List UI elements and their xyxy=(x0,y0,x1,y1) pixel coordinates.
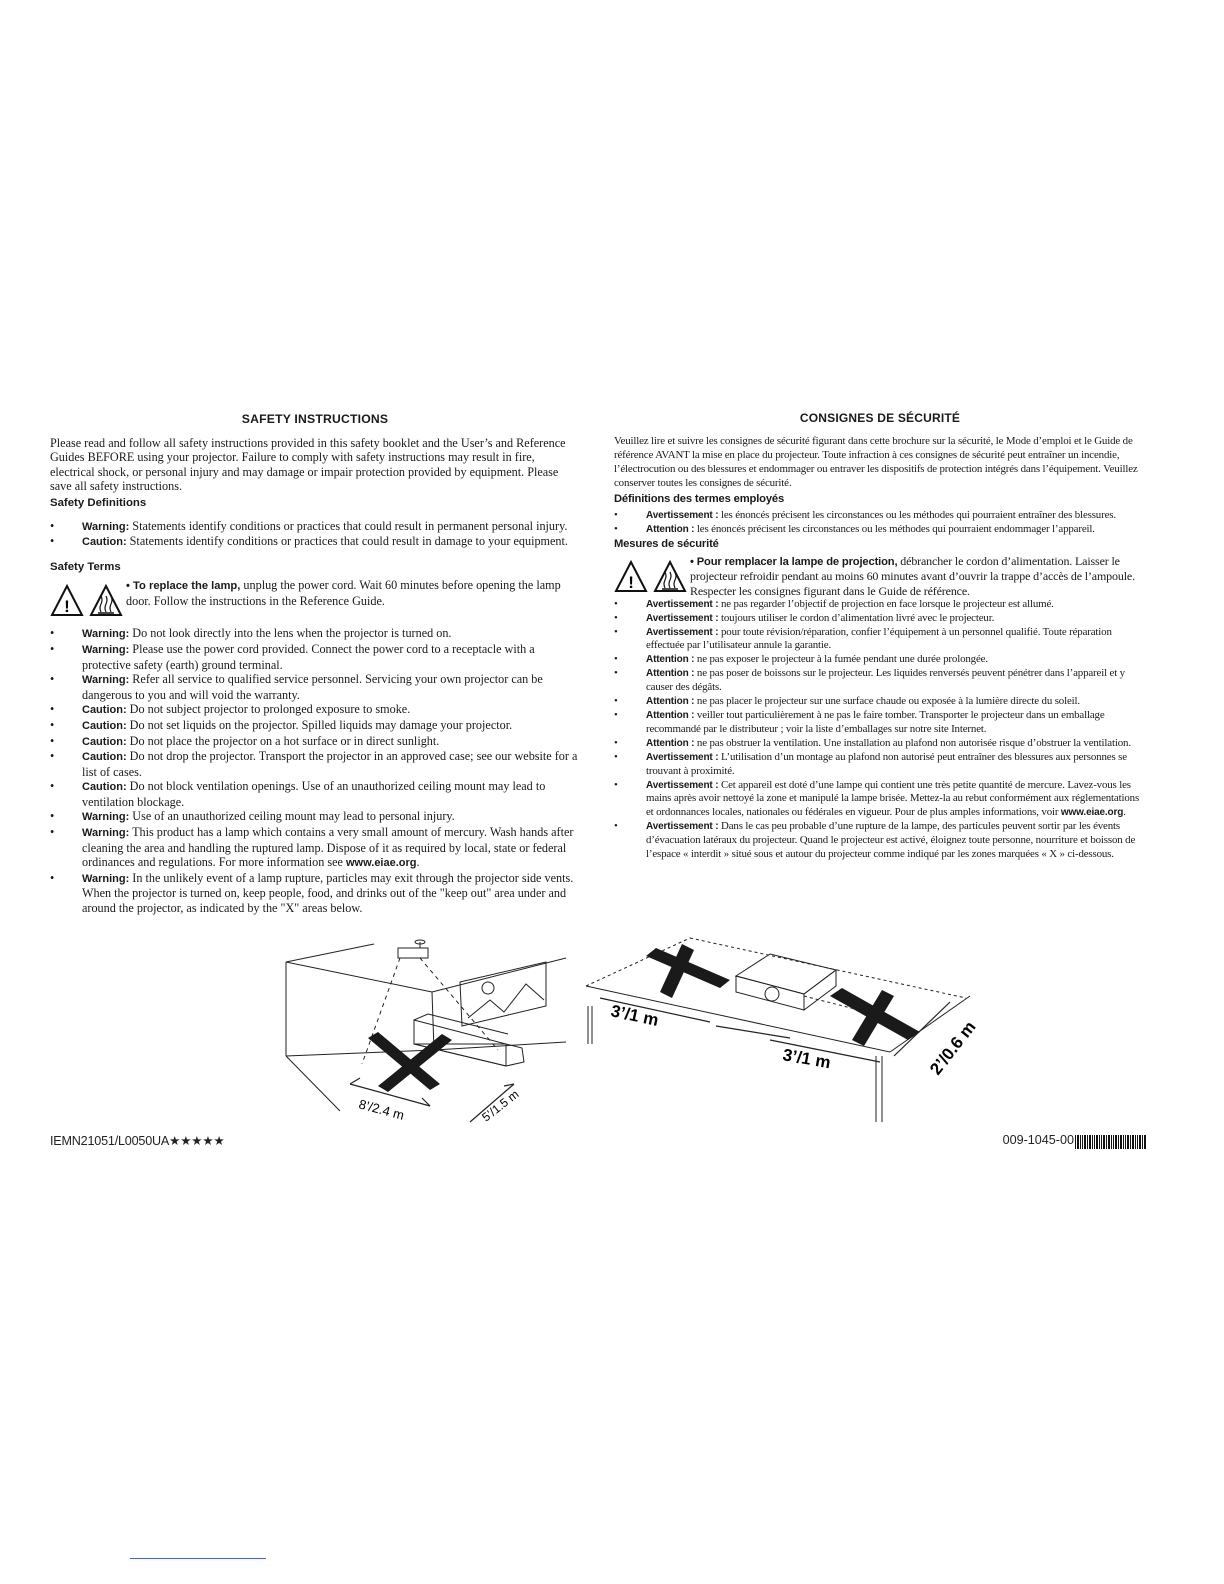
item-text: Do not block ventilation openings. Use of an unauthorized ceiling mount may lead to ventilation blockage. xyxy=(82,779,546,809)
keep-out-diagrams xyxy=(270,936,1030,1126)
list-item xyxy=(50,779,580,809)
english-column xyxy=(50,412,580,916)
term-label: Avertissement : xyxy=(646,626,719,638)
item-text: ne pas placer le projecteur sur une surface chaude ou exposée à la lumière directe du soleil. xyxy=(694,695,1080,708)
term-label: Warning: xyxy=(82,811,130,824)
item-text: Do not look directly into the lens when the projector is turned on. xyxy=(129,626,452,641)
term-label: Avertissement : xyxy=(646,612,719,624)
table-keep-out-x-1 xyxy=(646,944,730,998)
term-label: Caution: xyxy=(82,719,127,732)
lamp-lead: • Pour remplacer la lampe de projection, xyxy=(690,556,898,569)
item-text: Dans le cas peu probable d’une rupture de la lampe, des particules peuvent sortir par les évents d’évacuation latéraux du projecteur. Quand le projecteur est activé, éloignez toute personne, nourriture et boisson de l’espace « interdit » situé sous et autour du projecteur comme indiqué par les zones marquées « X » ci-dessous. xyxy=(646,820,1136,861)
item-text: toujours utiliser le cordon d’alimentation livré avec le projecteur. xyxy=(718,611,995,624)
english-safety-list xyxy=(50,626,580,915)
item-text: Statements identify conditions or practices that could result in damage to your equipment. xyxy=(126,534,568,549)
list-item xyxy=(50,626,580,642)
list-item xyxy=(614,709,1146,737)
website-link[interactable]: www.eiae.org xyxy=(1060,807,1124,819)
left-part-number: IEMN21051/L0050UA★★★★★ xyxy=(50,1134,225,1148)
list-item xyxy=(614,737,1146,751)
list-item xyxy=(614,509,1146,523)
warning-hot-icons xyxy=(614,560,688,594)
term-label: Attention : xyxy=(646,696,695,708)
item-text: Do not subject projector to prolonged exposure to smoke. xyxy=(126,702,411,717)
list-item xyxy=(50,519,580,535)
list-item xyxy=(50,825,580,871)
list-item xyxy=(50,672,580,702)
item-text: L’utilisation d’un montage au plafond non autorisé peut entraîner des blessures aux personnes se trouvant à proximité. xyxy=(646,750,1127,777)
list-item xyxy=(614,779,1146,821)
list-item xyxy=(614,523,1146,537)
english-intro: Please read and follow all safety instructions provided in this safety booklet and the User’s and Reference Guides BEFORE using your projector. Failure to comply with safety instructions may result in fire, electrical shock, or personal injury and may damage or impair protection provided by equipment. Please save all safety instructions. xyxy=(50,435,566,494)
list-item xyxy=(50,734,580,750)
item-text: les énoncés précisent les circonstances ou les méthodes qui pourraient entraîner des blessures. xyxy=(718,509,1116,522)
ceiling-dimension-2: 5’/1.5 m xyxy=(479,1087,522,1125)
item-text: In the unlikely event of a lamp rupture, particles may exit through the projector side vents. When the projector is turned on, keep people, food, and drinks out of the "keep out" area under and around the projector, as indicated by the "X" areas below. xyxy=(82,870,574,916)
list-item xyxy=(614,626,1146,654)
list-item xyxy=(50,749,580,779)
item-text: Cet appareil est doté d’une lampe qui contient une très petite quantité de mercure. Lavez-vous les mains après avoir nettoyé la zone et manipulé la lampe brisée. Mettez-la au rebut conformément aux réglementations et ordonnances locales, nationales ou fédérales en vigueur. Pour de plus amples informations, voir xyxy=(646,778,1140,819)
lamp-text: débrancher le cordon d’alimentation. Laisser le projecteur refroidir pendant au moins 60 minutes avant d’ouvrir la trappe d’accès de l’ampoule. Respecter les consignes figurant dans le Guide de référence. xyxy=(690,554,1135,598)
french-definitions-heading: Définitions des termes employés xyxy=(614,492,785,505)
term-label: Attention : xyxy=(646,524,695,536)
list-item xyxy=(614,751,1146,779)
english-definitions-heading: Safety Definitions xyxy=(50,496,147,509)
list-item xyxy=(614,612,1146,626)
list-item xyxy=(50,809,580,825)
svg-text:!: ! xyxy=(64,597,70,617)
french-column xyxy=(614,412,1146,862)
item-text: pour toute révision/réparation, confier l’équipement à un personnel qualifié. Toute réparation effectuée par l’utilisateur annule la garantie. xyxy=(646,625,1112,652)
item-end: . xyxy=(1123,806,1126,819)
english-terms-heading: Safety Terms xyxy=(50,560,121,573)
term-label: Caution: xyxy=(82,751,127,764)
item-text: Statements identify conditions or practices that could result in permanent personal injury. xyxy=(129,518,568,533)
item-text: ne pas poser de boissons sur le projecteur. Les liquides renversés peuvent pénétrer dans l’appareil et y causer des dégâts. xyxy=(646,667,1125,694)
list-item xyxy=(50,534,580,550)
list-item xyxy=(50,642,580,672)
french-safety-list xyxy=(614,598,1146,862)
ceiling-dimension-1: 8’/2.4 m xyxy=(357,1096,406,1123)
french-terms-heading: Mesures de sécurité xyxy=(614,538,719,551)
term-label: Attention : xyxy=(646,668,695,680)
item-text: Do not place the projector on a hot surface or in direct sunlight. xyxy=(126,733,440,748)
term-label: Warning: xyxy=(82,827,130,840)
item-text: ne pas regarder l’objectif de projection en face lorsque le projecteur est allumé. xyxy=(718,597,1054,610)
lamp-lead: • To replace the lamp, xyxy=(126,580,241,593)
table-dimension-1: 3’/1 m xyxy=(609,1001,661,1030)
list-item xyxy=(50,702,580,718)
term-label: Avertissement : xyxy=(646,510,719,522)
lamp-text: unplug the power cord. Wait 60 minutes before opening the lamp door. Follow the instructions in the Reference Guide. xyxy=(126,578,561,608)
item-text: Refer all service to qualified service personnel. Servicing your own projector can be dangerous to you and will void the warranty. xyxy=(82,672,543,702)
list-item xyxy=(614,598,1146,612)
list-item xyxy=(614,820,1146,862)
item-text: ne pas exposer le projecteur à la fumée pendant une durée prolongée. xyxy=(694,653,988,666)
term-label: Avertissement : xyxy=(646,751,719,763)
term-label: Warning: xyxy=(82,520,130,533)
table-keep-out-x-2 xyxy=(830,988,920,1046)
warning-hot-icons xyxy=(50,584,124,618)
term-label: Warning: xyxy=(82,643,130,656)
item-text: Use of an unauthorized ceiling mount may lead to personal injury. xyxy=(129,809,455,824)
item-text: les énoncés précisent les circonstances ou les méthodes qui pourraient endommager l’appareil. xyxy=(694,523,1095,536)
list-item xyxy=(50,871,580,916)
list-item xyxy=(614,695,1146,709)
item-text: Do not drop the projector. Transport the projector in an approved case; see our website for a list of cases. xyxy=(82,749,578,779)
item-text: Please use the power cord provided. Connect the power cord to a receptacle with a protective safety (earth) ground terminal. xyxy=(82,641,535,672)
term-label: Warning: xyxy=(82,872,130,885)
french-intro: Veuillez lire et suivre les consignes de sécurité figurant dans cette brochure sur la sécurité, le Mode d’emploi et le Guide de référence AVANT la mise en place du projecteur. Toute infraction à ces consignes de sécurité peut entraîner un incendie, l’électrocution ou des blessures et endommager ou entraver les dispositifs de protection intégrés dans l’équipement. Veuillez conserver toutes les consignes de sécurité. xyxy=(614,434,1138,489)
term-label: Warning: xyxy=(82,628,130,641)
item-text: ne pas obstruer la ventilation. Une installation au plafond non autorisée risque d’obstruer la ventilation. xyxy=(694,736,1131,749)
list-item xyxy=(614,653,1146,667)
english-definitions-list xyxy=(50,519,580,550)
term-label: Avertissement : xyxy=(646,598,719,610)
term-label: Warning: xyxy=(82,674,130,687)
term-label: Attention : xyxy=(646,654,695,666)
barcode-icon xyxy=(1075,1135,1147,1149)
term-label: Avertissement : xyxy=(646,821,719,833)
term-label: Caution: xyxy=(82,781,127,794)
item-text: Do not set liquids on the projector. Spilled liquids may damage your projector. xyxy=(126,717,513,732)
svg-text:!: ! xyxy=(628,573,634,593)
french-lamp-notice xyxy=(614,554,1146,598)
term-label: Caution: xyxy=(82,704,127,717)
term-label: Avertissement : xyxy=(646,779,719,791)
list-item xyxy=(614,667,1146,695)
english-title: SAFETY INSTRUCTIONS xyxy=(241,412,389,426)
term-label: Attention : xyxy=(646,710,695,722)
item-end: . xyxy=(416,855,420,870)
list-item xyxy=(50,718,580,734)
french-title: CONSIGNES DE SÉCURITÉ xyxy=(799,411,961,425)
term-label: Caution: xyxy=(82,536,127,549)
term-label: Caution: xyxy=(82,735,127,748)
ceiling-keep-out-x xyxy=(368,1032,452,1092)
french-definitions-list xyxy=(614,509,1146,537)
item-text: veiller tout particulièrement à ne pas le faire tomber. Transporter le projecteur dans un emballage recommandé par le distributeur ; voir la liste d’emballages sur notre site Internet. xyxy=(646,709,1105,735)
website-link[interactable]: www.eiae.org xyxy=(346,857,417,870)
english-lamp-notice xyxy=(50,578,580,618)
term-label: Attention : xyxy=(646,737,695,749)
scan-artifact-line xyxy=(130,1558,266,1559)
right-part-number: 009-1045-00 xyxy=(1002,1133,1074,1147)
item-text: This product has a lamp which contains a very small amount of mercury. Wash hands after cleaning the area and handling the ruptured lamp. Dispose of it as required by local, state or federal ordinances and regulations. For more information see xyxy=(82,825,574,870)
table-dimension-2: 3’/1 m xyxy=(781,1045,833,1073)
table-dimension-3: 2’/0.6 m xyxy=(926,1017,980,1079)
